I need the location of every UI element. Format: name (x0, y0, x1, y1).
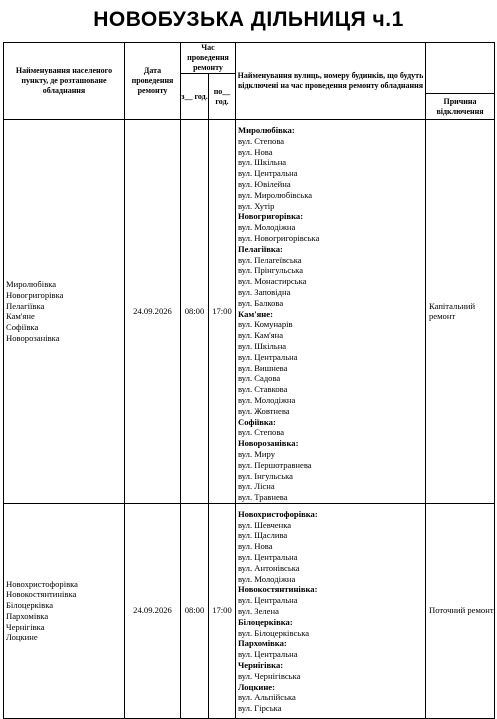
street-item: вул. Білоцерківська (238, 627, 310, 638)
street-item: вул. Центральна (238, 552, 298, 563)
street-item: вул. Нова (238, 146, 273, 157)
settlement-group-label: Лоцкине: (238, 681, 275, 692)
settlement-name: Новогригорівка (6, 289, 64, 300)
table-row (4, 120, 495, 504)
header-to: по__ год. (209, 74, 236, 120)
street-item: вул. Молодіжна (238, 394, 296, 405)
street-item: вул. Миру (238, 448, 275, 459)
street-item: вул. Ставкова (238, 384, 288, 395)
street-item: вул. Ювілейна (238, 178, 291, 189)
street-item: вул. Альпійська (238, 692, 296, 703)
settlement-name: Миролюбівка (6, 279, 57, 290)
street-item: вул. Балкова (238, 297, 284, 308)
settlement-group-label: Чернігівка: (238, 660, 284, 671)
header-time: Час проведення ремонту (181, 43, 236, 74)
street-item: вул. Молодіжна (238, 222, 296, 233)
settlement-name: Новохристофорівка (6, 578, 78, 589)
header-reason-spacer (426, 43, 495, 94)
settlement-group-label: Пархомівка: (238, 638, 287, 649)
street-item: вул. Центральна (238, 595, 298, 606)
street-item: вул. Центральна (238, 649, 298, 660)
street-item: вул. Нова (238, 541, 273, 552)
date-cell: 24.09.2026 (125, 503, 181, 718)
street-item: вул. Комунарів (238, 319, 293, 330)
street-item: вул. Вишнева (238, 362, 288, 373)
settlement-name: Софіївка (6, 322, 39, 333)
page-title: НОВОБУЗЬКА ДІЛЬНИЦЯ ч.1 (93, 8, 404, 31)
street-item: вул. Садова (238, 373, 281, 384)
street-item: вул. Хутір (238, 200, 275, 211)
street-item: вул. Лісна (238, 481, 275, 492)
streets-cell (236, 503, 426, 718)
settlement-group-label: Новогригорівка: (238, 211, 304, 222)
settlement-group-label: Білоцерківка: (238, 616, 293, 627)
street-item: вул. Кам'яна (238, 330, 284, 341)
settlement-group-label: Новокостянтинівка: (238, 584, 318, 595)
street-item: вул. Чернігівська (238, 670, 301, 681)
street-item: вул. Шкільна (238, 157, 287, 168)
settlement-group-label: Пелагіївка: (238, 243, 283, 254)
table-row (4, 503, 495, 718)
time-to-cell: 17:00 (209, 120, 236, 504)
street-item: вул. Центральна (238, 168, 298, 179)
street-item: вул. Жовтнева (238, 405, 290, 416)
settlement-name: Пелагіївка (6, 300, 45, 311)
street-item: вул. Миролюбівська (238, 189, 313, 200)
street-item: вул. Новогригорівська (238, 232, 320, 243)
street-item: вул. Молодіжна (238, 573, 296, 584)
street-item: вул. Шкільна (238, 340, 287, 351)
street-item: вул. Монастирська (238, 276, 307, 287)
street-item: вул. Степова (238, 135, 285, 146)
settlement-group-label: Софіївка: (238, 416, 276, 427)
settlement-name: Пархомівка (6, 610, 49, 621)
settlements-cell (4, 120, 125, 504)
settlement-group-label: Новохристофорівка: (238, 508, 318, 519)
reason-cell: Капітальний ремонт (426, 120, 495, 504)
date-cell: 24.09.2026 (125, 120, 181, 504)
street-item: вул. Щаслива (238, 530, 288, 541)
time-to-cell: 17:00 (209, 503, 236, 718)
street-item: вул. Травнева (238, 492, 288, 503)
settlement-name: Чернігівка (6, 621, 45, 632)
header-reason: Причина відключення (426, 94, 495, 120)
header-streets: Найменування вулиць, номеру будинків, що будуть відключені на час проведення ремонту обладнання (236, 43, 426, 120)
schedule-table (3, 42, 495, 719)
street-item: вул. Пелагеївська (238, 254, 302, 265)
time-from-cell: 08:00 (181, 503, 209, 718)
settlement-group-label: Кам'яне: (238, 308, 273, 319)
street-item: вул. Центральна (238, 351, 298, 362)
header-from: з__ год. (181, 74, 209, 120)
street-item: вул. Першотравнева (238, 459, 312, 470)
reason-cell: Поточний ремонт (426, 503, 495, 718)
street-item: вул. Степова (238, 427, 285, 438)
street-item: вул. Шевченка (238, 519, 292, 530)
street-item: вул. Гірська (238, 703, 282, 714)
header-settlement: Найменування населеного пункту, де розташоване обладнання (4, 43, 125, 120)
time-from-cell: 08:00 (181, 120, 209, 504)
settlement-name: Кам'яне (6, 311, 35, 322)
street-item: вул. Інгульська (238, 470, 293, 481)
settlement-name: Білоцерківка (6, 600, 54, 611)
settlement-name: Новокостянтинівка (6, 589, 77, 600)
settlements-cell (4, 503, 125, 718)
settlement-group-label: Новорозанівка: (238, 438, 299, 449)
settlement-group-label: Миролюбівка: (238, 125, 295, 135)
settlement-name: Лоцкине (6, 632, 38, 643)
street-item: вул. Зелена (238, 606, 279, 617)
street-item: вул. Антонівська (238, 562, 300, 573)
street-item: вул. Заповідна (238, 286, 291, 297)
streets-cell (236, 120, 426, 504)
header-date: Дата проведення ремонту (125, 43, 181, 120)
settlement-name: Новорозанівка (6, 333, 60, 344)
street-item: вул. Прінгульська (238, 265, 304, 276)
